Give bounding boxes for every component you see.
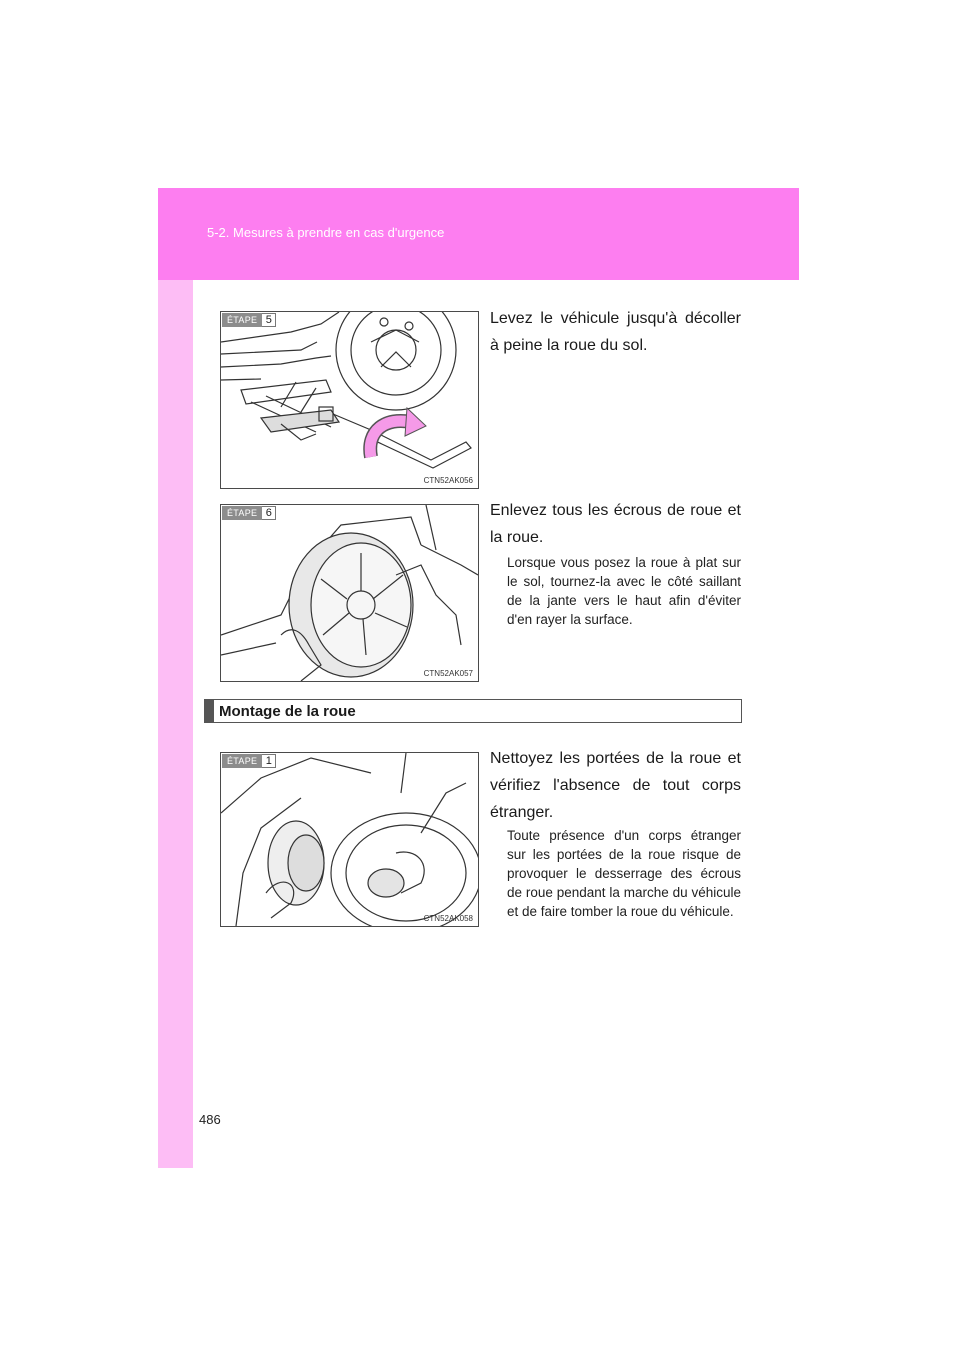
- figure-code: CTN52AK058: [423, 914, 473, 923]
- step-badge: ÉTAPE 1: [222, 754, 276, 768]
- figure-clean-hub: [220, 752, 479, 927]
- figure-code: CTN52AK056: [423, 476, 473, 485]
- sidebar-band: [158, 188, 193, 1168]
- jack-illustration: [221, 312, 478, 488]
- figure-remove-wheel: [220, 504, 479, 682]
- step-6-note: Lorsque vous posez la roue à plat sur le sol, tournez-la avec le côté saillant de la jante vers le haut afin d'éviter d'en rayer la surface.: [507, 555, 741, 627]
- section-title-bar: [204, 699, 742, 723]
- section-mark: [205, 700, 214, 722]
- wheel-removal-illustration: [221, 505, 478, 681]
- step-badge: ÉTAPE 6: [222, 506, 276, 520]
- figure-jack: [220, 311, 479, 489]
- section-title: Montage de la roue: [219, 702, 356, 720]
- step-6-text: Enlevez tous les écrous de roue et la roue.: [490, 502, 741, 546]
- section-header: 5-2. Mesures à prendre en cas d'urgence: [207, 225, 445, 240]
- step-5-text: Levez le véhicule jusqu'à décoller à peine la roue du sol.: [490, 310, 741, 354]
- step-badge: ÉTAPE 5: [222, 313, 276, 327]
- hub-cleaning-illustration: [221, 753, 478, 926]
- page-number: 486: [199, 1112, 221, 1127]
- mount-step-1-note: Toute présence d'un corps étranger sur les portées de la roue risque de provoquer le desserrage des écrous de roue pendant la marche du véhicule et de faire tomber la roue du véhicule.: [507, 828, 741, 919]
- mount-step-1-text: Nettoyez les portées de la roue et vérifiez l'absence de tout corps étranger.: [490, 750, 741, 821]
- figure-code: CTN52AK057: [423, 669, 473, 678]
